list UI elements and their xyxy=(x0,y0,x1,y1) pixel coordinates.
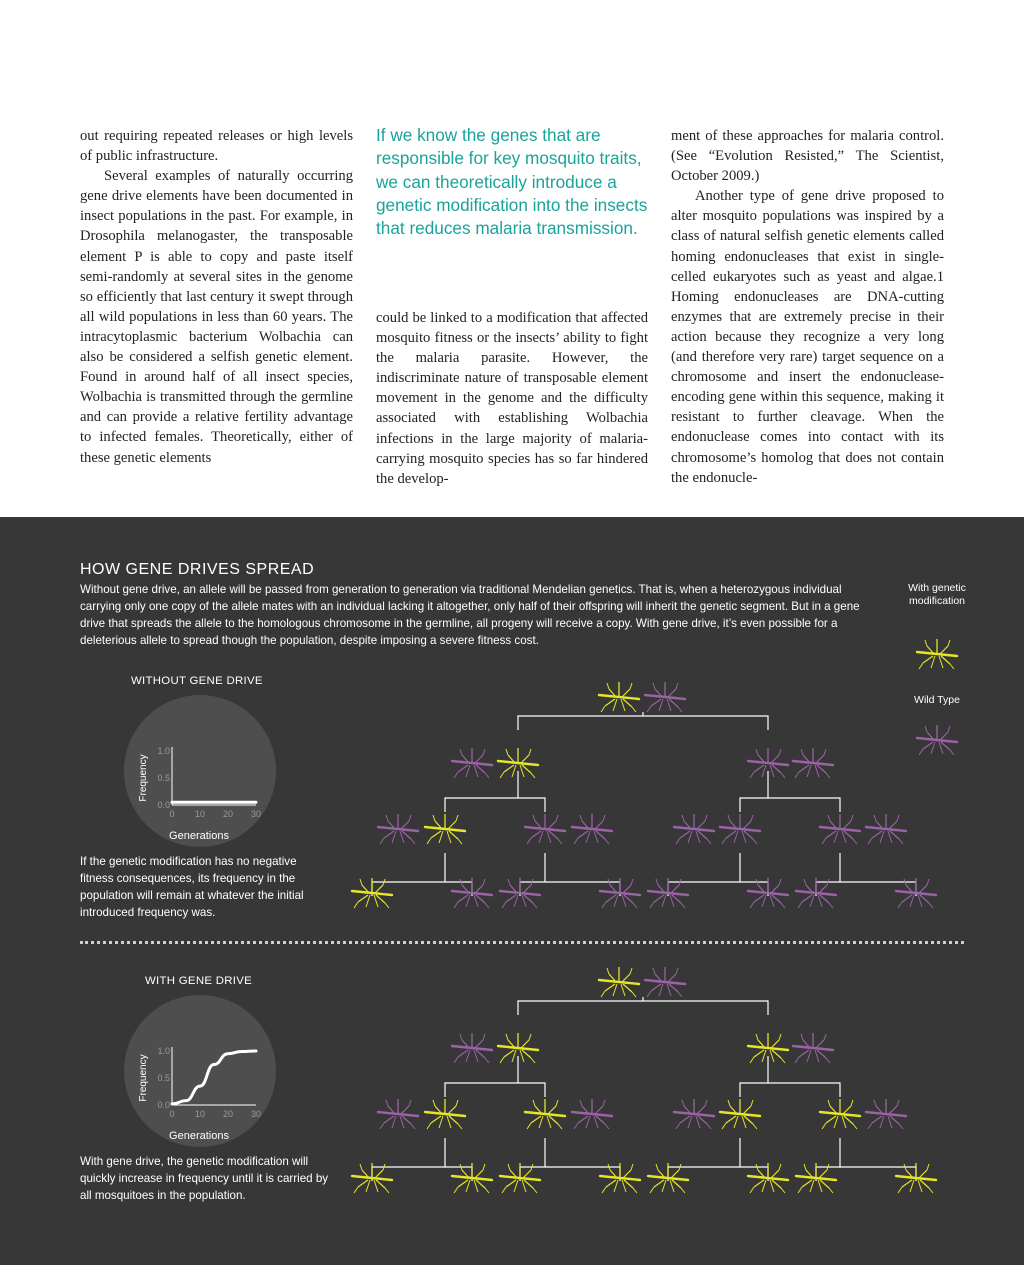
with-chart-y-tick: 1.0 xyxy=(157,1046,170,1056)
pull-quote: If we know the genes that are responsible for key mosquito traits, we can theoretically introduce a genetic modification into the insects that reduces malaria transmission. xyxy=(376,125,648,239)
article-paragraph: Several examples of naturally occurring gene drive elements have been documented in insect populations in the past. For example, in Drosophila melanogaster, the transposable element P is able to copy and paste itself semi-randomly at several sites in the genome so efficiently that last century it swept through all wild populations in less than 60 years. The intracytoplasmic bacterium Wolbachia can also be considered a selfish genetic element. Found in around half of all insect species, Wolbachia is transmitted through the germline and can provide a relative fertility advantage to infected females. Theoretically, either of these genetic elements xyxy=(80,168,353,466)
with-inheritance-tree xyxy=(0,952,1024,1212)
without-chart-x-label: Generations xyxy=(169,830,229,842)
infographic-description: Without gene drive, an allele will be passed from generation to generation via traditional Mendelian genetics. That is, when a heterozygous individual carrying only one copy of the allele mates with an individual lacking it altogether, only half of their offspring will inherit the genetic segment. But in a gene drive that spreads the allele to the homologous chromosome in the germline, all progeny will receive a copy. With gene drive, it’s even possible for a deleterious allele to spread though the population, despite imposing a severe fitness cost. xyxy=(80,583,860,647)
article-paragraph: Another type of gene drive proposed to alter mosquito populations was inspired by a class of natural selfish genetic elements called homing endonucleases that exist in single-celled eukaryotes such as yeast and algae.1 Homing endonucleases are DNA-cutting enzymes that are extremely precise in their action because they recognize a very long (and therefore very rare) target sequence on a chromosome and insert the endonuclease-encoding gene within this sequence, making it resistant to further cleavage. When the endonuclease comes into contact with its chromosome’s homolog that does not contain the endonucle- xyxy=(671,188,944,486)
without-chart-x-tick: 0 xyxy=(169,809,175,819)
infographic-panel xyxy=(0,517,1024,1265)
without-chart-x-tick: 10 xyxy=(194,809,206,819)
with-chart-y-label: Frequency xyxy=(138,1054,149,1102)
with-caption: With gene drive, the genetic modification will quickly increase in frequency until it is carried by all mosquitoes in the population. xyxy=(80,1155,329,1202)
without-tree-wild-mosquito-icon xyxy=(525,814,565,844)
without-tree-modified-mosquito-icon xyxy=(425,814,465,844)
without-tree-wild-mosquito-icon xyxy=(866,814,906,844)
without-tree-wild-mosquito-icon xyxy=(452,748,492,778)
with-chart-x-tick: 0 xyxy=(169,1109,175,1119)
with-tree-wild-mosquito-icon xyxy=(572,1099,612,1129)
with-chart-x-tick: 30 xyxy=(250,1109,262,1119)
with-tree-wild-mosquito-icon xyxy=(645,967,685,997)
with-tree-modified-mosquito-icon xyxy=(599,967,639,997)
with-chart-y-tick: 0.5 xyxy=(157,1073,170,1083)
infographic-title: HOW GENE DRIVES SPREAD xyxy=(80,561,315,578)
without-tree-wild-mosquito-icon xyxy=(674,814,714,844)
without-chart-y-tick: 1.0 xyxy=(157,746,170,756)
without-chart-x-tick: 30 xyxy=(250,809,262,819)
without-tree-modified-mosquito-icon xyxy=(599,682,639,712)
article-column-1 xyxy=(80,126,353,468)
with-chart-y-tick: 0.0 xyxy=(157,1100,170,1110)
without-tree-wild-mosquito-icon xyxy=(720,814,760,844)
with-chart-x-label: Generations xyxy=(169,1130,229,1142)
without-gene-drive-title: WITHOUT GENE DRIVE xyxy=(131,675,263,687)
with-tree-bracket xyxy=(518,1001,768,1015)
without-tree-wild-mosquito-icon xyxy=(820,814,860,844)
without-tree-wild-mosquito-icon xyxy=(645,682,685,712)
with-tree-wild-mosquito-icon xyxy=(378,1099,418,1129)
with-chart-x-tick: 10 xyxy=(194,1109,206,1119)
with-tree-wild-mosquito-icon xyxy=(452,1033,492,1063)
legend-modified-mosquito-icon xyxy=(912,637,962,671)
with-tree-wild-mosquito-icon xyxy=(674,1099,714,1129)
without-tree-bracket xyxy=(518,716,768,730)
with-tree-modified-mosquito-icon xyxy=(425,1099,465,1129)
without-chart-y-tick: 0.5 xyxy=(157,773,170,783)
without-inheritance-tree xyxy=(0,667,1024,927)
article-paragraph: out requiring repeated releases or high levels of public infrastructure. xyxy=(80,128,353,165)
without-tree-bracket xyxy=(445,798,545,812)
article-column-3 xyxy=(671,126,944,488)
without-chart-y-label: Frequency xyxy=(138,754,149,802)
legend-modified-label: With genetic modification xyxy=(908,582,966,607)
without-tree-bracket xyxy=(740,798,840,812)
without-caption: If the genetic modification has no negative fitness consequences, its frequency in the population will remain at whatever the initial introduced frequency was. xyxy=(80,855,304,919)
without-chart-x-tick: 20 xyxy=(222,809,234,819)
legend-wild-label: Wild Type xyxy=(914,694,960,706)
without-tree-wild-mosquito-icon xyxy=(793,748,833,778)
with-tree-modified-mosquito-icon xyxy=(525,1099,565,1129)
with-tree-modified-mosquito-icon xyxy=(820,1099,860,1129)
without-chart-y-tick: 0.0 xyxy=(157,800,170,810)
with-tree-modified-mosquito-icon xyxy=(720,1099,760,1129)
section-divider xyxy=(80,941,964,944)
with-chart-x-tick: 20 xyxy=(222,1109,234,1119)
with-gene-drive-title: WITH GENE DRIVE xyxy=(145,975,253,987)
without-tree-wild-mosquito-icon xyxy=(572,814,612,844)
with-tree-wild-mosquito-icon xyxy=(866,1099,906,1129)
article-paragraph: ment of these approaches for malaria control. (See “Evolution Resisted,” The Scientist, October 2009.) xyxy=(671,128,944,185)
without-tree-wild-mosquito-icon xyxy=(378,814,418,844)
with-tree-bracket xyxy=(740,1083,840,1097)
with-tree-bracket xyxy=(445,1083,545,1097)
article-column-2: could be linked to a modification that affected mosquito fitness or the insects’ ability to fight the malaria parasite. However, the indiscriminate nature of transposable element movement in the genome and the difficulty associated with establishing Wolbachia infections in the large majority of malaria-carrying mosquito species has so far hindered the develop- xyxy=(376,310,648,487)
with-tree-wild-mosquito-icon xyxy=(793,1033,833,1063)
